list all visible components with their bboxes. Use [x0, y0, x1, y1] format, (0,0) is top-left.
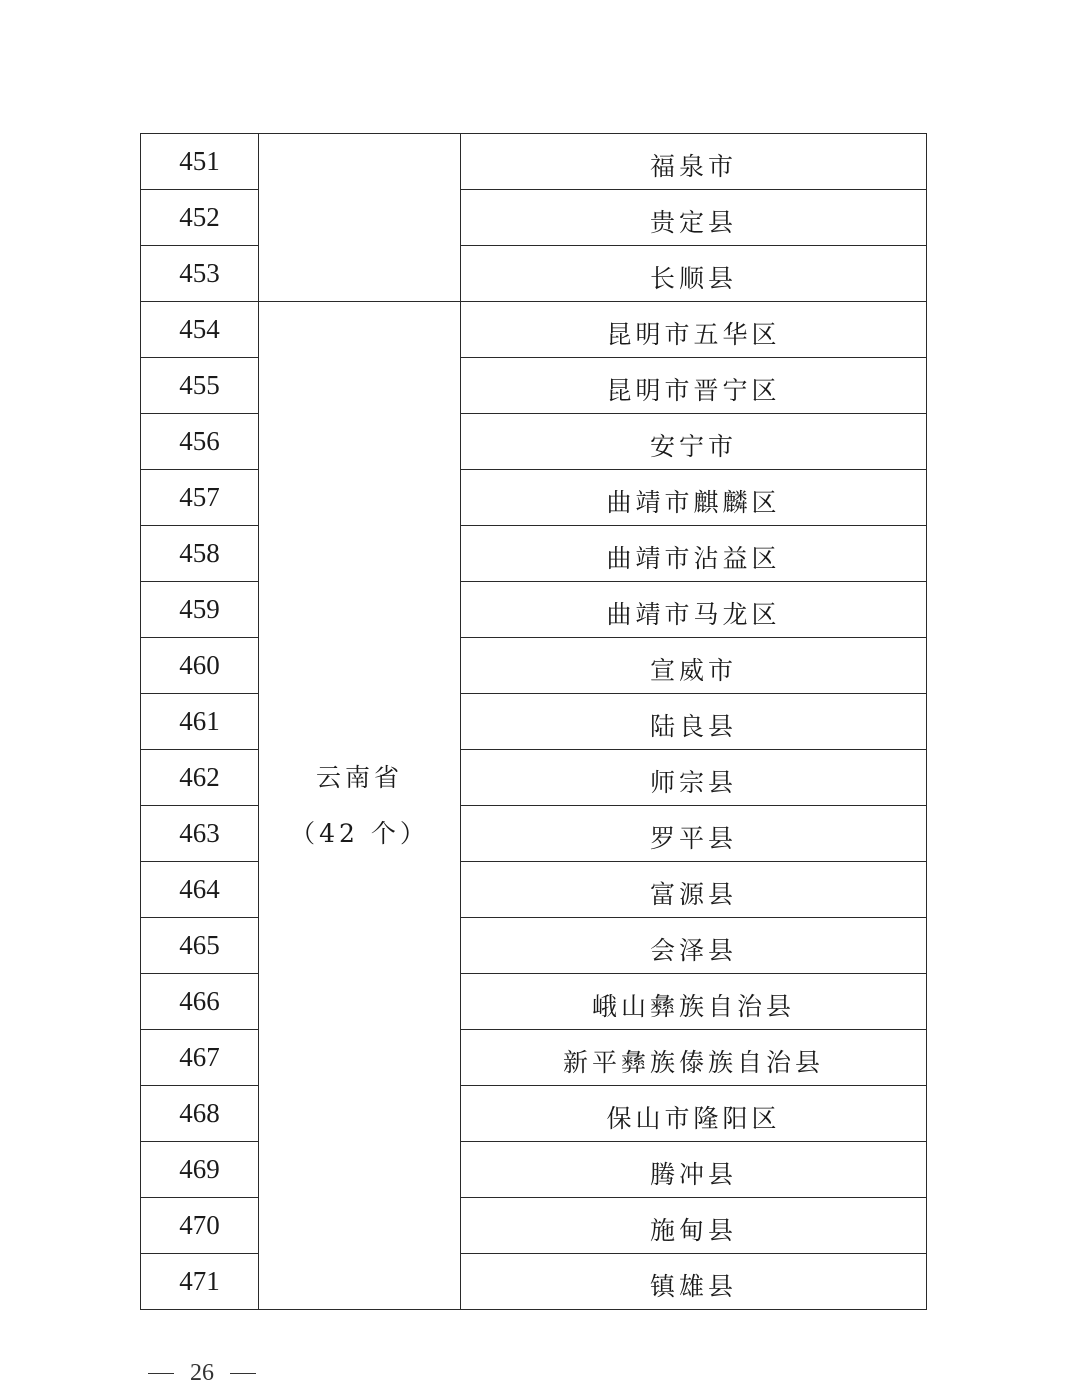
- table-row: [141, 750, 927, 806]
- table-row: [141, 134, 927, 190]
- county-list-table: [140, 133, 927, 1310]
- table-row: [141, 862, 927, 918]
- row-number-cell: 453: [141, 246, 259, 302]
- row-number-cell: 456: [141, 414, 259, 470]
- row-number-cell: 454: [141, 302, 259, 358]
- table-row: [141, 1142, 927, 1198]
- footer-dash-right: [230, 1373, 256, 1374]
- row-number-cell: 463: [141, 806, 259, 862]
- table-row: [141, 526, 927, 582]
- row-number-cell: 471: [141, 1254, 259, 1310]
- county-name-cell: 昆明市五华区: [461, 302, 927, 358]
- row-number-cell: 469: [141, 1142, 259, 1198]
- county-name-cell: 安宁市: [461, 414, 927, 470]
- footer-dash-left: [148, 1373, 174, 1374]
- county-name-cell: 富源县: [461, 862, 927, 918]
- row-number-cell: 470: [141, 1198, 259, 1254]
- table-row: [141, 1198, 927, 1254]
- row-number-cell: 451: [141, 134, 259, 190]
- row-number-cell: 455: [141, 358, 259, 414]
- row-number-cell: 459: [141, 582, 259, 638]
- table-row: [141, 1086, 927, 1142]
- row-number-cell: 464: [141, 862, 259, 918]
- row-number-cell: 457: [141, 470, 259, 526]
- county-name-cell: 新平彝族傣族自治县: [461, 1030, 927, 1086]
- county-name-cell: 罗平县: [461, 806, 927, 862]
- page-number: 26: [190, 1360, 214, 1386]
- table-row: [141, 582, 927, 638]
- table-row: [141, 190, 927, 246]
- province-count: （42 个）: [290, 818, 429, 848]
- county-name-cell: 曲靖市沾益区: [461, 526, 927, 582]
- page-footer: [148, 1360, 256, 1387]
- county-name-cell: 腾冲县: [461, 1142, 927, 1198]
- row-number-cell: 466: [141, 974, 259, 1030]
- table-row: [141, 638, 927, 694]
- table-row: [141, 246, 927, 302]
- row-number-cell: 461: [141, 694, 259, 750]
- table-row: [141, 806, 927, 862]
- row-number-cell: 467: [141, 1030, 259, 1086]
- county-name-cell: 陆良县: [461, 694, 927, 750]
- table-row: [141, 302, 927, 358]
- county-name-cell: 福泉市: [461, 134, 927, 190]
- table-row: [141, 918, 927, 974]
- county-name-cell: 会泽县: [461, 918, 927, 974]
- row-number-cell: 465: [141, 918, 259, 974]
- table-row: [141, 694, 927, 750]
- county-name-cell: 师宗县: [461, 750, 927, 806]
- county-name-cell: 长顺县: [461, 246, 927, 302]
- county-name-cell: 峨山彝族自治县: [461, 974, 927, 1030]
- table-row: [141, 1030, 927, 1086]
- row-number-cell: 458: [141, 526, 259, 582]
- table-row: [141, 974, 927, 1030]
- row-number-cell: 452: [141, 190, 259, 246]
- county-name-cell: 宣威市: [461, 638, 927, 694]
- county-name-cell: 镇雄县: [461, 1254, 927, 1310]
- table-row: [141, 470, 927, 526]
- county-name-cell: 施甸县: [461, 1198, 927, 1254]
- row-number-cell: 468: [141, 1086, 259, 1142]
- table-body: [141, 134, 927, 1310]
- province-name: 云南省: [315, 762, 403, 792]
- table-row: [141, 358, 927, 414]
- county-name-cell: 昆明市晋宁区: [461, 358, 927, 414]
- table-row: [141, 414, 927, 470]
- row-number-cell: 460: [141, 638, 259, 694]
- county-name-cell: 曲靖市麒麟区: [461, 470, 927, 526]
- table-row: [141, 1254, 927, 1310]
- county-name-cell: 保山市隆阳区: [461, 1086, 927, 1142]
- row-number-cell: 462: [141, 750, 259, 806]
- county-name-cell: 贵定县: [461, 190, 927, 246]
- province-cell: [259, 302, 461, 1310]
- province-cell: [259, 134, 461, 302]
- county-name-cell: 曲靖市马龙区: [461, 582, 927, 638]
